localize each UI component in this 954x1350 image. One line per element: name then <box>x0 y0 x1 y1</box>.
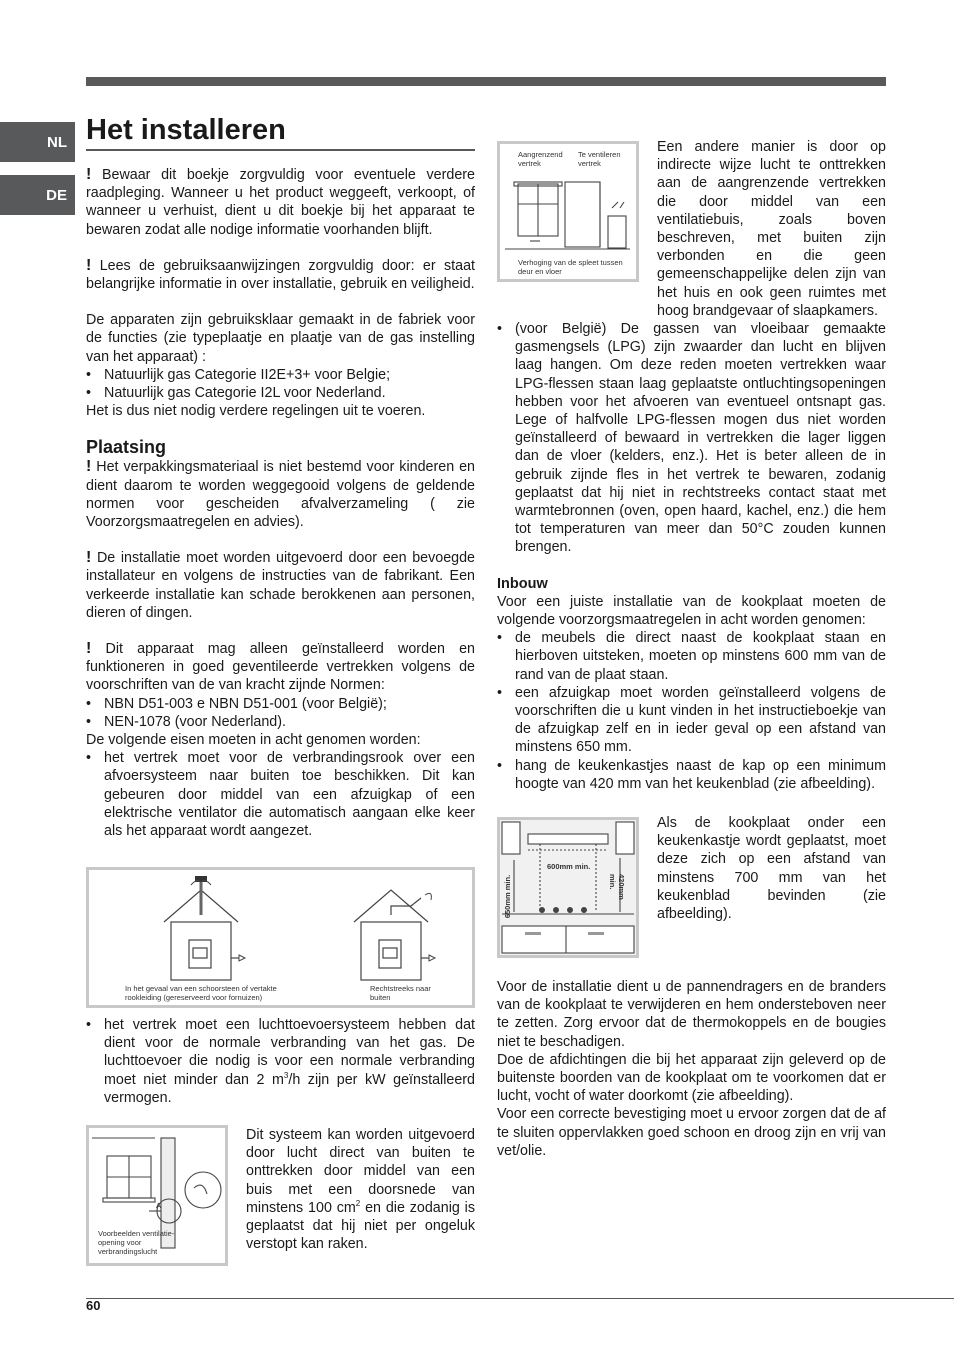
paragraph: Het is dus niet nodig verdere regelingen uit te voeren. <box>86 403 426 420</box>
exhaust-figure <box>86 867 475 1008</box>
paragraph <box>86 640 475 695</box>
paragraph-text: Het verpakkingsmateriaal is niet bestemd voor kinderen en dient daarom te worden weggegooid volgens de geldende normen voor gescheiden afvalverzameling ( zie Voorzorgsmaatregelen en advies). <box>86 459 475 531</box>
air-supply-list <box>86 1016 475 1107</box>
paragraph <box>86 166 475 239</box>
paragraph: Voor de installatie dient u de pannendragers en de branders van de kookplaat te verwijderen en hem ondersteboven neer te zetten. Zorg ervoor dat de thermokoppels en de bougies niet te beschadigen. <box>497 979 886 1050</box>
figure-caption: Aangrenzend vertrek <box>518 150 563 168</box>
paragraph-text: Bewaar dit boekje zorgvuldig voor eventuele verdere raadpleging. Wanneer u het product weggeeft, verkoopt, of wanneer u verhuist, dient u dit boekje bij het apparaat te bewaren zodat alle nodige informatie voorhanden blijft. <box>86 167 475 238</box>
figure-caption: Verhoging van de spleet tussen deur en vloer <box>518 258 623 276</box>
left-column-middle <box>86 1016 475 1107</box>
installation-list <box>497 629 886 793</box>
left-column-bottom <box>246 1126 475 1253</box>
page-number: 60 <box>86 1298 101 1313</box>
list-item: • Natuurlijk gas Categorie I2L voor Nederland. <box>86 384 475 402</box>
paragraph-text: De installatie moet worden uitgevoerd door een bevoegde installateur en volgens de instructies van de fabrikant. Een verkeerde installatie kan schade berokkenen aan personen, dieren of dingen. <box>86 550 475 621</box>
warning-mark: ! <box>86 256 92 274</box>
list-item: • het vertrek moet voor de verbrandingsrook over een afvoersysteem naar buiten toe beschikken. Dit kan gebeuren door middel van een afzuigkap of een elektrische ventilator die automatisch aangaan elke keer als het apparaat wordt aangezet. <box>86 749 475 840</box>
paragraph: Voor een correcte bevestiging moet u ervoor zorgen dat de af te sluiten oppervlakken goed schoon en droog zijn en vrij van vet/olie. <box>497 1106 886 1159</box>
warning-mark: ! <box>86 549 92 567</box>
bottom-rule <box>86 1298 954 1299</box>
warning-mark: ! <box>86 166 92 183</box>
list-item: • het vertrek moet een luchttoevoersysteem hebben dat dient voor de normale verbranding van het gas. De luchttoevoer die nodig is voor een normale verbranding moet niet minder dan 2 $m^3/h$ zijn per kW geïnstalleerd vermogen. <box>86 1016 475 1107</box>
list-item: • NEN-1078 (voor Nederland). <box>86 713 475 731</box>
title-rule <box>86 149 475 151</box>
label-600mm: 600mm min. <box>547 862 591 871</box>
paragraph: De volgende eisen moeten in acht genomen worden: <box>86 732 421 749</box>
tab-nl[interactable]: NL <box>0 122 75 162</box>
requirements-list <box>86 749 475 840</box>
right-column-middle <box>497 320 886 793</box>
warning-mark: ! <box>86 458 92 476</box>
paragraph: Dit systeem kan worden uitgevoerd door lucht direct van buiten te onttrekken door middel van een buis met een doorsnede van minstens 100 $cm^2$ en die zodanig is geplaatst dat hij niet per ongeluk verstopt kan raken. <box>246 1127 475 1253</box>
adjacent-room-figure <box>497 141 639 282</box>
paragraph-text: Lees de gebruiksaanwijzingen zorgvuldig door: er staat belangrijke informatie in over installatie, gebruik en veiligheid. <box>86 257 475 293</box>
ventilation-figure <box>86 1125 228 1266</box>
section-heading-inbouw: Inbouw <box>497 575 548 592</box>
left-column-top <box>86 166 475 840</box>
lpg-list <box>497 320 886 557</box>
warning-mark: ! <box>86 640 92 658</box>
figure-caption: In het gevaal van een schoorsteen of vertakte rookleiding (gereserveerd voor fornuizen) <box>125 984 277 1002</box>
clearance-figure <box>497 817 639 958</box>
list-item: • (voor België) De gassen van vloeibaar gemaakte gasmengsels (LPG) zijn zwaarder dan lucht en blijven laag hangen. Om deze reden moeten vertrekken waar LPG-flessen staan laag geplaatste ontluchtingsopeningen hebben voor het afvoeren van eventueel ontsnapt gas. Lege of halfvolle LPG-flessen mogen dus niet worden geïnstalleerd of bewaard in vertrekken die lager liggen dan de vloer (kelders, enz.). Het is beter alleen de in gebruik zijnde fles in het vertrek te bewaren, zodanig geplaatst dat hij niet in rechtstreeks contact staat met warmtebronnen (oven, open haard, kachel, enz.) die hem tot temperaturen van meer dan 50°C zouden kunnen brengen. <box>497 320 886 557</box>
label-420mm: 420mm min. <box>608 874 626 900</box>
figure-caption: Voorbeelden ventilatie-opening voor verbrandingslucht <box>98 1229 175 1256</box>
right-column-side <box>657 814 886 923</box>
gas-category-list <box>86 366 475 402</box>
section-heading-plaatsing: Plaatsing <box>86 437 167 458</box>
list-item: • NBN D51-003 e NBN D51-001 (voor België); <box>86 695 475 713</box>
right-column-bottom <box>497 978 886 1160</box>
norms-list <box>86 695 475 731</box>
paragraph: De apparaten zijn gebruiksklaar gemaakt in de fabriek voor de functies (zie typeplaatje en plaatje van de gas instelling van het apparaat) : <box>86 312 475 365</box>
paragraph <box>86 458 475 531</box>
top-rule <box>86 77 886 86</box>
list-item: • de meubels die direct naast de kookplaat staan en hierboven uitsteken, moeten op minstens 600 mm van de rand van de plaat staan. <box>497 629 886 684</box>
figure-caption: Te ventileren vertrek <box>578 150 621 168</box>
paragraph <box>86 549 475 622</box>
right-column-top <box>657 138 886 320</box>
paragraph-text: Dit apparaat mag alleen geïnstalleerd worden en funktioneren in goed geventileerde vertrekken volgens de voorschriften van de van kracht zijnde Normen: <box>86 641 475 694</box>
page-title: Het installeren <box>86 114 286 146</box>
label-650mm: 650mm min. <box>503 874 513 919</box>
paragraph: Een andere manier is door op indirecte wijze lucht te onttrekken aan de aangrenzende vertrekken die door middel van een ventilatiebuis, zoals boven beschreven, met buiten zijn verbonden en die geen gemeenschappelijke delen zijn van het huis en ook geen ruimtes met hoog brandgevaar of slaapkamers. <box>657 139 886 319</box>
list-item: • hang de keukenkastjes naast de kap op een minimum hoogte van 420 mm van het keukenblad (zie afbeelding). <box>497 757 886 793</box>
paragraph: Als de kookplaat onder een keukenkastje wordt geplaatst, moet deze zich op een afstand van minstens 700 mm van het keukenblad bevinden (zie afbeelding). <box>657 815 886 923</box>
figure-caption: Rechtstreeks naar buiten <box>370 984 431 1002</box>
paragraph <box>86 257 475 293</box>
tab-de[interactable]: DE <box>0 175 75 215</box>
paragraph: Voor een juiste installatie van de kookplaat moeten de volgende voorzorgsmaatregelen in acht worden genomen: <box>497 593 886 629</box>
paragraph: Doe de afdichtingen die bij het apparaat zijn geleverd op de buitenste boorden van de kookplaat om te voorkomen dat er lucht, vocht of water doorkomt (zie afbeelding). <box>497 1051 886 1105</box>
list-item: • Natuurlijk gas Categorie II2E+3+ voor Belgie; <box>86 366 475 384</box>
label-a: A <box>156 1201 162 1210</box>
list-item: • een afzuigkap moet worden geïnstalleerd volgens de voorschriften die u kunt vinden in het instructieboekje van de afzuigkap zelf en in ieder geval op een afstand van minstens 650 mm. <box>497 684 886 757</box>
